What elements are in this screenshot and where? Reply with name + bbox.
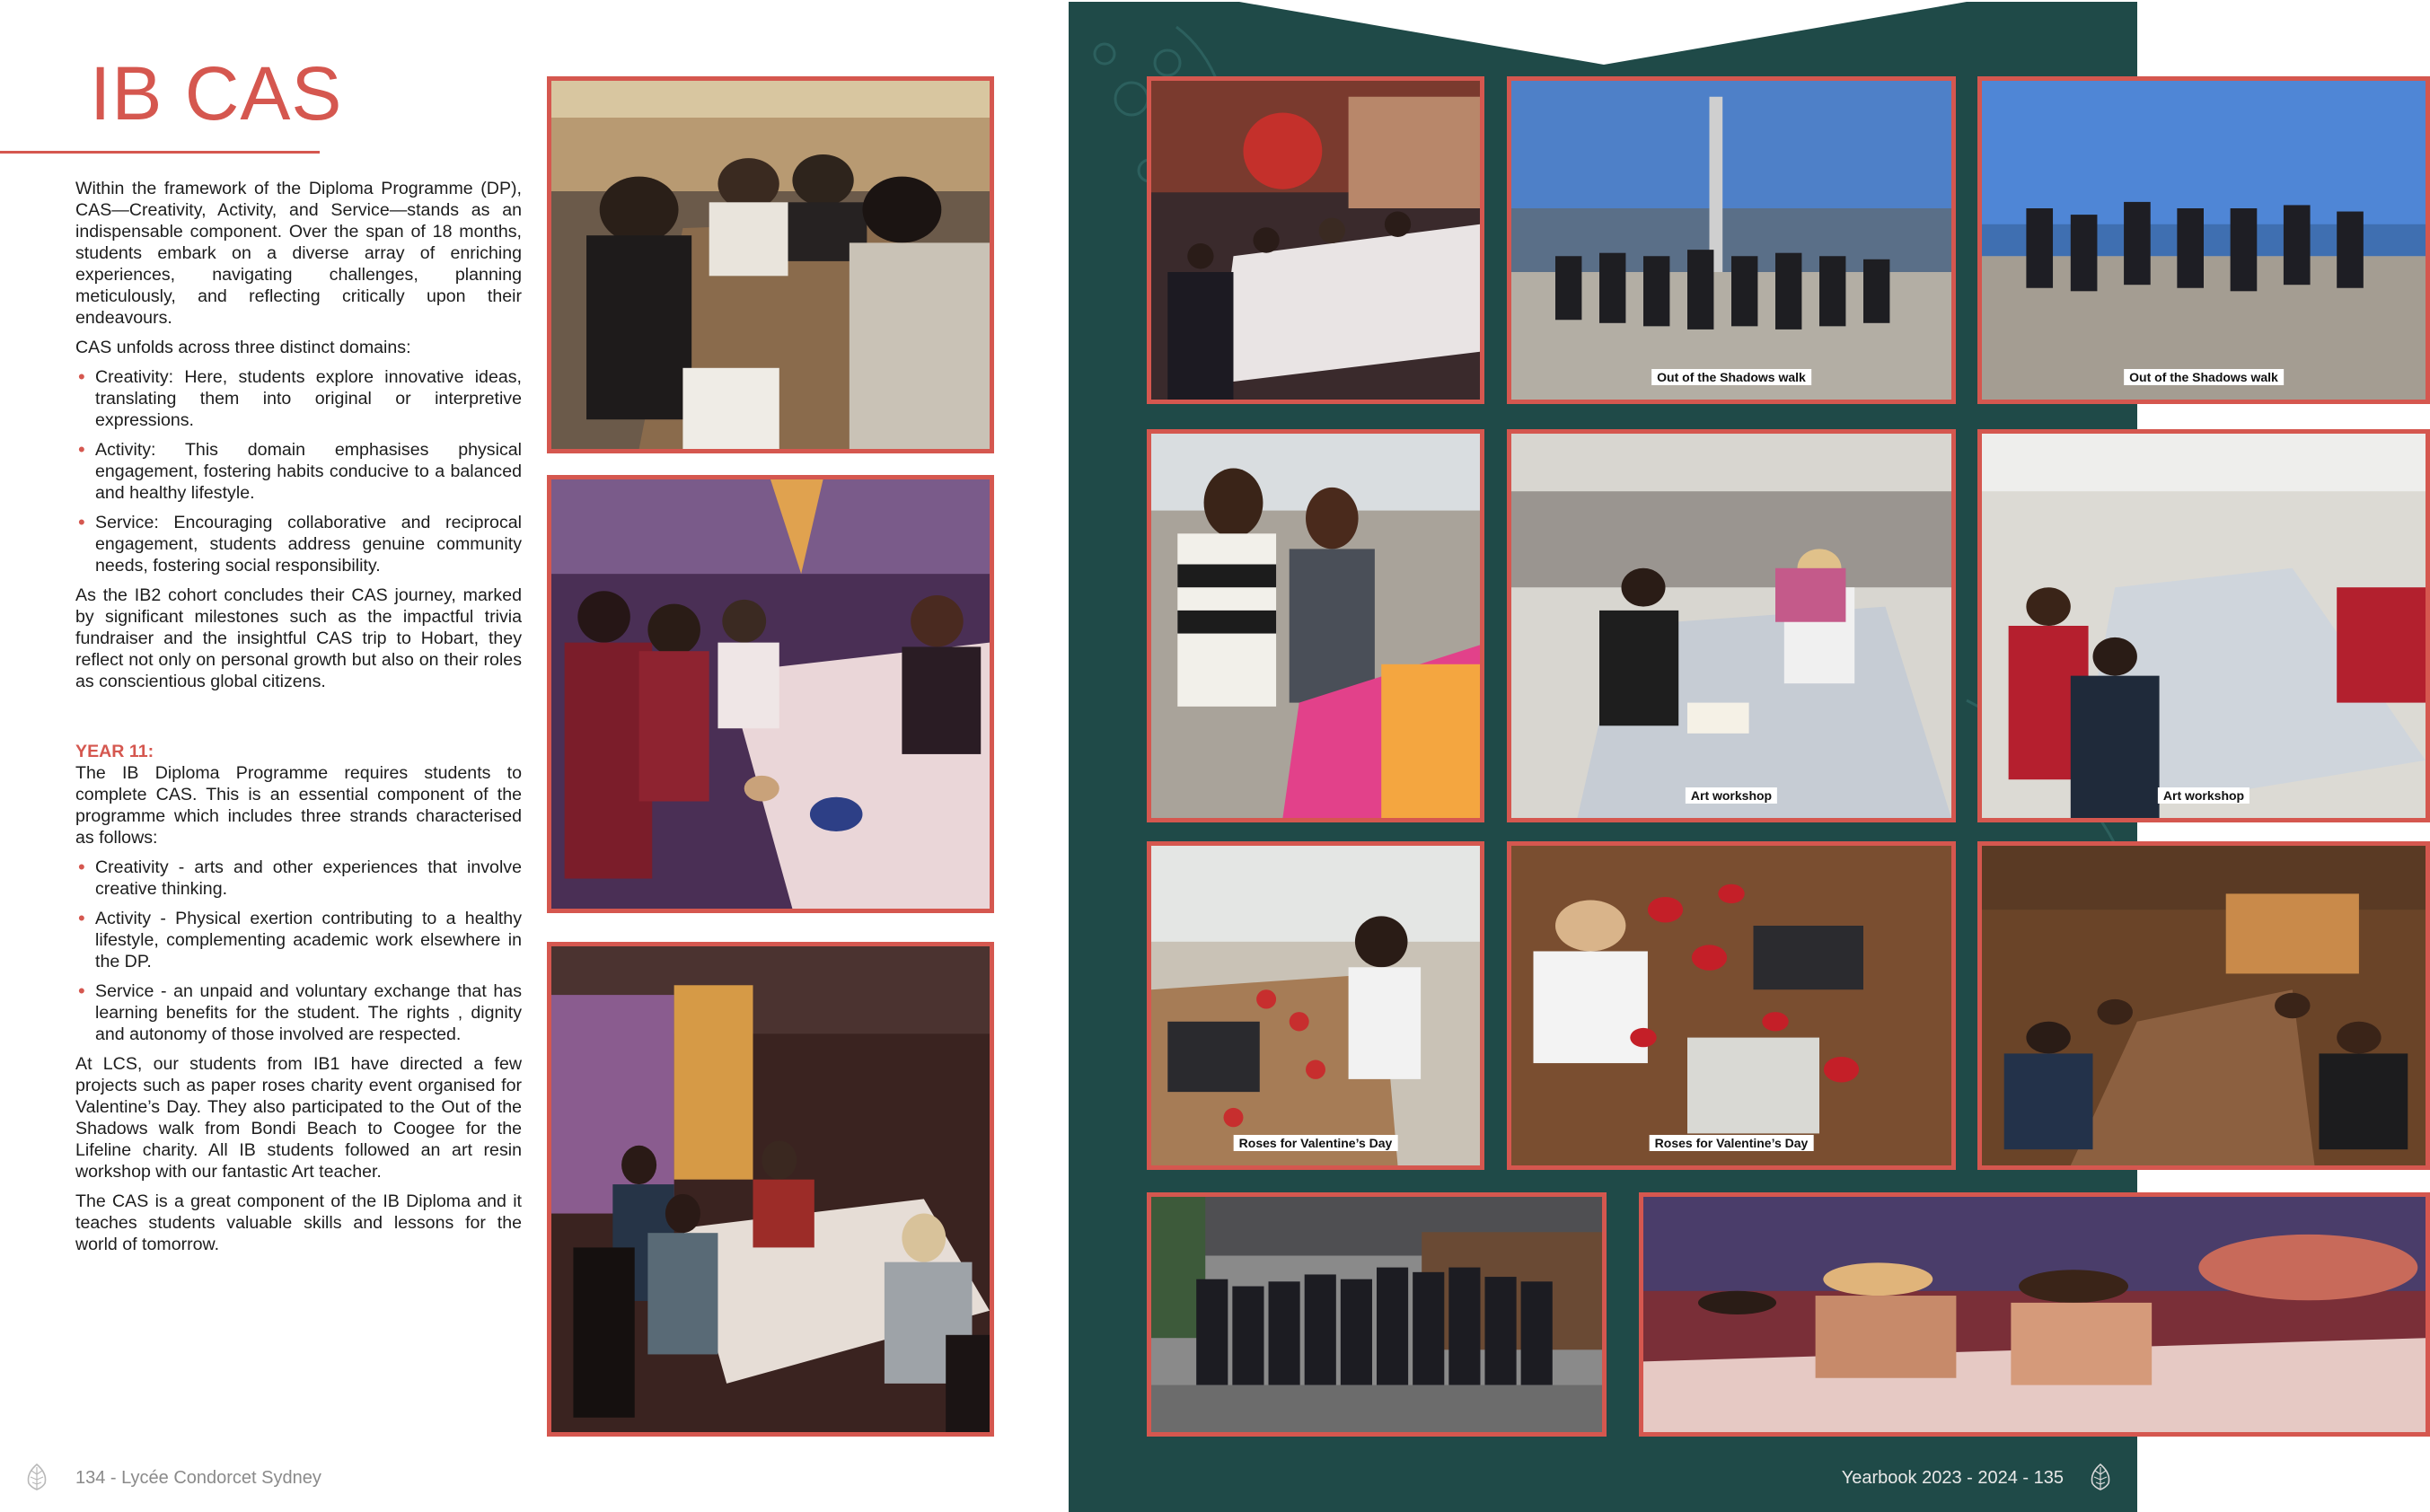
- caption-roses-2: Roses for Valentine’s Day: [1650, 1135, 1814, 1151]
- photo-walk-group-1-image: [1511, 81, 1951, 400]
- bullet-icon: •: [78, 365, 85, 388]
- bullet-icon: •: [78, 856, 85, 878]
- bullet-icon: •: [78, 511, 85, 533]
- closing-paragraph: The CAS is a great component of the IB Diploma and it teaches students valuable skills and lessons for the world of tomorrow.: [75, 1191, 522, 1254]
- photo-art-workshop-2-image: [1982, 434, 2426, 818]
- title-underline: [0, 151, 320, 154]
- strand-item: • Activity - Physical exertion contributing to a healthy lifestyle, complementing academic work elsewhere in the DP.: [78, 907, 522, 971]
- bullet-icon: •: [78, 438, 85, 461]
- photo-dinner-group-image: [1982, 846, 2426, 1165]
- photo-roses-2: [1507, 841, 1956, 1170]
- year11-intro: The IB Diploma Programme requires students to complete CAS. This is an essential component of the programme which includes three strands characterised as follows:: [75, 763, 522, 848]
- photo-art-workshop-2: [1977, 429, 2430, 822]
- photo-art-workshop-1-image: [1511, 434, 1951, 818]
- photo-pottery-class: [547, 475, 994, 913]
- strand-item: • Creativity - arts and other experiences that involve creative thinking.: [78, 856, 522, 899]
- photo-group-outdoor: [1147, 1192, 1607, 1437]
- photo-market-stall: [1147, 429, 1484, 822]
- domain-item: • Service: Encouraging collaborative and reciprocal engagement, students address genuine community needs, fostering social responsibility.: [78, 511, 522, 576]
- photo-market-stall-image: [1151, 434, 1480, 818]
- photo-cafe-night: [1639, 1192, 2430, 1437]
- domain-item: • Activity: This domain emphasises physical engagement, fostering habits conducive to a balanced and healthy lifestyle.: [78, 438, 522, 503]
- bullet-icon: •: [78, 907, 85, 929]
- footer-left-page-number: 134 - Lycée Condorcet Sydney: [75, 1468, 321, 1488]
- right-page: [1069, 0, 2278, 1512]
- strands-list: [75, 857, 522, 1045]
- footer-right-page-number: Yearbook 2023 - 2024 - 135: [1841, 1468, 2064, 1488]
- caption-walk-2: Out of the Shadows walk: [2124, 369, 2284, 385]
- photo-cafe-group-image: [551, 81, 990, 449]
- bullet-icon: •: [78, 980, 85, 1002]
- caption-roses-1: Roses for Valentine’s Day: [1234, 1135, 1398, 1151]
- photo-cafe-night-image: [1643, 1197, 2426, 1432]
- photo-walk-group-1: [1507, 76, 1956, 404]
- domains-intro: CAS unfolds across three distinct domains:: [75, 338, 411, 357]
- photo-restaurant-workshop-image: [1151, 81, 1480, 400]
- photo-walk-group-2: [1977, 76, 2430, 404]
- photo-restaurant-workshop: [1147, 76, 1484, 404]
- lcs-paragraph: At LCS, our students from IB1 have directed a few projects such as paper roses charity event organised for Valentine’s Day. They also participated to the Out of the Shadows walk from Bondi Beach to Coogee for the Lifeline charity. All IB students followed an art resin workshop with our fantastic Art teacher.: [75, 1054, 522, 1182]
- photo-group-outdoor-image: [1151, 1197, 1602, 1432]
- school-leaf-icon: [2085, 1462, 2116, 1492]
- year11-heading: YEAR 11:: [75, 742, 154, 761]
- photo-cafe-group: [547, 76, 994, 453]
- intro-paragraph: Within the framework of the Diploma Programme (DP), CAS—Creativity, Activity, and Service—stands as an indispensable component. Over the span of 18 months, students embark on a diverse array of enriching experiences, navigating challenges, planning meticulously, and reflecting critically upon their endeavours.: [75, 179, 522, 328]
- school-leaf-icon: [22, 1462, 52, 1492]
- photo-art-workshop-1: [1507, 429, 1956, 822]
- caption-walk-1: Out of the Shadows walk: [1651, 369, 1811, 385]
- domains-list: [75, 366, 522, 576]
- caption-art-1: Art workshop: [1686, 787, 1777, 804]
- photo-evening-workshop-image: [551, 946, 990, 1432]
- photo-roses-1-image: [1151, 846, 1480, 1165]
- photo-roses-2-image: [1511, 846, 1951, 1165]
- photo-dinner-group: [1977, 841, 2430, 1170]
- photo-walk-group-2-image: [1982, 81, 2426, 400]
- ib2-paragraph: As the IB2 cohort concludes their CAS journey, marked by significant milestones such as the impactful trivia fundraiser and the insightful CAS trip to Hobart, they reflect not only on personal growth but also on their roles as conscientious global citizens.: [75, 585, 522, 691]
- photo-roses-1: [1147, 841, 1484, 1170]
- body-text-column: [75, 178, 522, 1263]
- photo-pottery-class-image: [551, 479, 990, 909]
- strand-item: • Service - an unpaid and voluntary exchange that has learning benefits for the student. The rights , dignity and autonomy of those involved are respected.: [78, 980, 522, 1044]
- domain-item: • Creativity: Here, students explore innovative ideas, translating them into original or interpretive expressions.: [78, 365, 522, 430]
- photo-evening-workshop: [547, 942, 994, 1437]
- left-page: [0, 0, 1069, 1512]
- caption-art-2: Art workshop: [2158, 787, 2250, 804]
- page-title: IB CAS: [90, 51, 343, 136]
